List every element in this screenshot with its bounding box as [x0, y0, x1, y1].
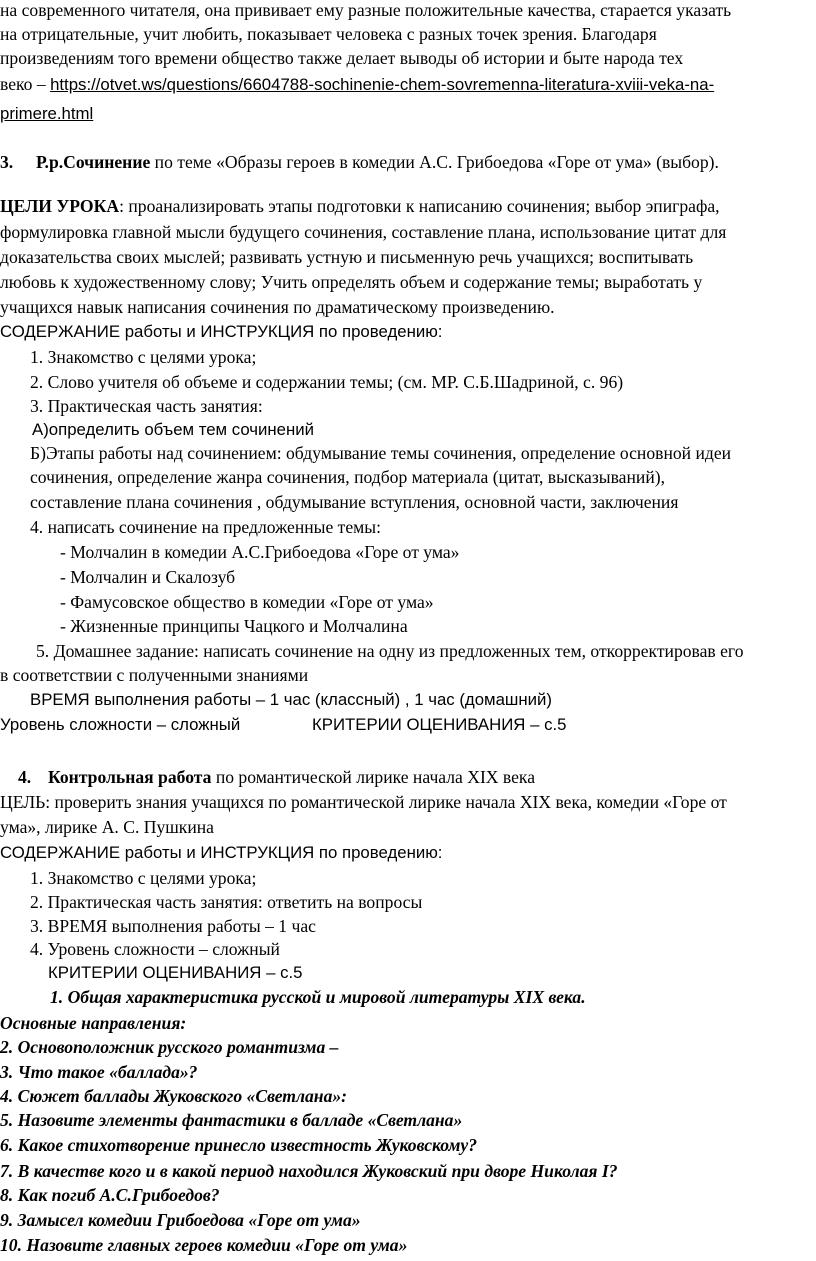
goals-line: любовь к художественному слову; Учить определять объем и содержание темы; выработать у	[0, 272, 703, 292]
question: 8. Как погиб А.С.Грибоедов?	[0, 1185, 220, 1205]
goals-line: учащихся навык написания сочинения по драматическому произведению.	[0, 297, 555, 317]
essay-topic: - Жизненные принципы Чацкого и Молчалина	[60, 616, 408, 636]
question: 1. Общая характеристика русской и мировой литературы XIX века.	[50, 987, 586, 1007]
section-4-title	[18, 765, 535, 789]
intro-line: на современного читателя, она прививает ему разные положительные качества, старается указать	[0, 0, 732, 20]
essay-topic: - Молчалин в комедии А.С.Грибоедова «Горе от ума»	[60, 542, 460, 562]
intro-line-with-link	[0, 72, 714, 97]
goals-line: доказательства своих мыслей; развивать устную и письменную речь учащихся; воспитывать	[0, 247, 694, 267]
intro-line: на отрицательные, учит любить, показывает человека с разных точек зрения. Благодаря	[0, 24, 657, 44]
list-item: 1. Знакомство с целями урока;	[30, 347, 257, 367]
section-number: 3.	[0, 152, 14, 172]
list-item: 1. Знакомство с целями урока;	[30, 868, 257, 888]
sub-item-b: составление плана сочинения , обдумывание вступления, основной части, заключения	[30, 492, 679, 512]
content-heading: СОДЕРЖАНИЕ работы и ИНСТРУКЦИЯ по проведению:	[0, 843, 443, 862]
essay-topic: - Фамусовское общество в комедии «Горе от ума»	[60, 592, 434, 612]
question: 10. Назовите главных героев комедии «Горе от ума»	[0, 1235, 408, 1255]
list-item: 3. Практическая часть занятия:	[30, 396, 263, 416]
list-item: 4. написать сочинение на предложенные темы:	[30, 517, 382, 537]
question: 3. Что такое «баллада»?	[0, 1062, 198, 1082]
question: Основные направления:	[0, 1013, 187, 1033]
question: 7. В качестве кого и в какой период находился Жуковский при дворе Николая I?	[0, 1161, 618, 1181]
section-title-rest: по теме «Образы героев в комедии А.С. Грибоедова «Горе от ума» (выбор).	[150, 152, 719, 172]
homework-line: в соответствии с полученными знаниями	[0, 665, 309, 685]
content-heading: СОДЕРЖАНИЕ работы и ИНСТРУКЦИЯ по проведению:	[0, 322, 443, 341]
goal-line: ума», лирике А. С. Пушкина	[0, 817, 214, 837]
homework-line: 5. Домашнее задание: написать сочинение на одну из предложенных тем, откорректировав его	[36, 641, 744, 661]
list-item: 4. Уровень сложности – сложный	[30, 939, 280, 959]
list-item: 3. ВРЕМЯ выполнения работы – 1 час	[30, 916, 316, 936]
section-title-rest: по романтической лирике начала XIX века	[211, 767, 536, 787]
level-line: Уровень сложности – сложный	[0, 715, 241, 734]
sub-item-a: А)определить объем тем сочинений	[32, 420, 315, 439]
sub-item-b: Б)Этапы работы над сочинением: обдумывание темы сочинения, определение основной идеи	[30, 443, 732, 463]
section-title-bold: Контрольная работа	[48, 767, 212, 787]
goals-line	[0, 194, 720, 218]
goals-line: формулировка главной мысли будущего сочинения, составление плана, использование цитат для	[0, 222, 727, 242]
question: 5. Назовите элементы фантастики в балладе «Светлана»	[0, 1110, 463, 1130]
question: 6. Какое стихотворение принесло известность Жуковскому?	[0, 1135, 478, 1155]
intro-line: произведениям того времени общество также делает выводы об истории и быте народа тех	[0, 48, 684, 68]
section-3-title	[0, 150, 719, 174]
time-line: ВРЕМЯ выполнения работы – 1 час (классный) , 1 час (домашний)	[30, 690, 552, 709]
list-item: 2. Слово учителя об объеме и содержании темы; (см. МР. С.Б.Шадриной, с. 96)	[30, 372, 624, 392]
question: 2. Основоположник русского романтизма –	[0, 1037, 339, 1057]
goal-line: ЦЕЛЬ: проверить знания учащихся по романтической лирике начала XIX века, комедии «Горе от	[0, 792, 727, 812]
goals-label: ЦЕЛИ УРОКА	[0, 196, 120, 216]
criteria-line: КРИТЕРИИ ОЦЕНИВАНИЯ – с.5	[312, 715, 567, 734]
criteria-line: КРИТЕРИИ ОЦЕНИВАНИЯ – с.5	[48, 963, 303, 982]
essay-topic: - Молчалин и Скалозуб	[60, 567, 236, 587]
source-link[interactable]: https://otvet.ws/questions/6604788-sochinenie-chem-sovremenna-literatura-xviii-veka-na-	[50, 75, 715, 94]
goals-text: : проанализировать этапы подготовки к написанию сочинения; выбор эпиграфа,	[119, 196, 720, 216]
sub-item-b: сочинения, определение жанра сочинения, подбор материала (цитат, высказываний),	[30, 467, 665, 487]
question: 9. Замысел комедии Грибоедова «Горе от ума»	[0, 1210, 361, 1230]
section-title-bold: Р.р.Сочинение	[36, 152, 151, 172]
source-link-continued[interactable]: primere.html	[0, 104, 94, 123]
intro-prefix: веко –	[0, 74, 51, 94]
question: 4. Сюжет баллады Жуковского «Светлана»:	[0, 1086, 348, 1106]
list-item: 2. Практическая часть занятия: ответить на вопросы	[30, 892, 423, 912]
section-number: 4.	[18, 767, 32, 787]
